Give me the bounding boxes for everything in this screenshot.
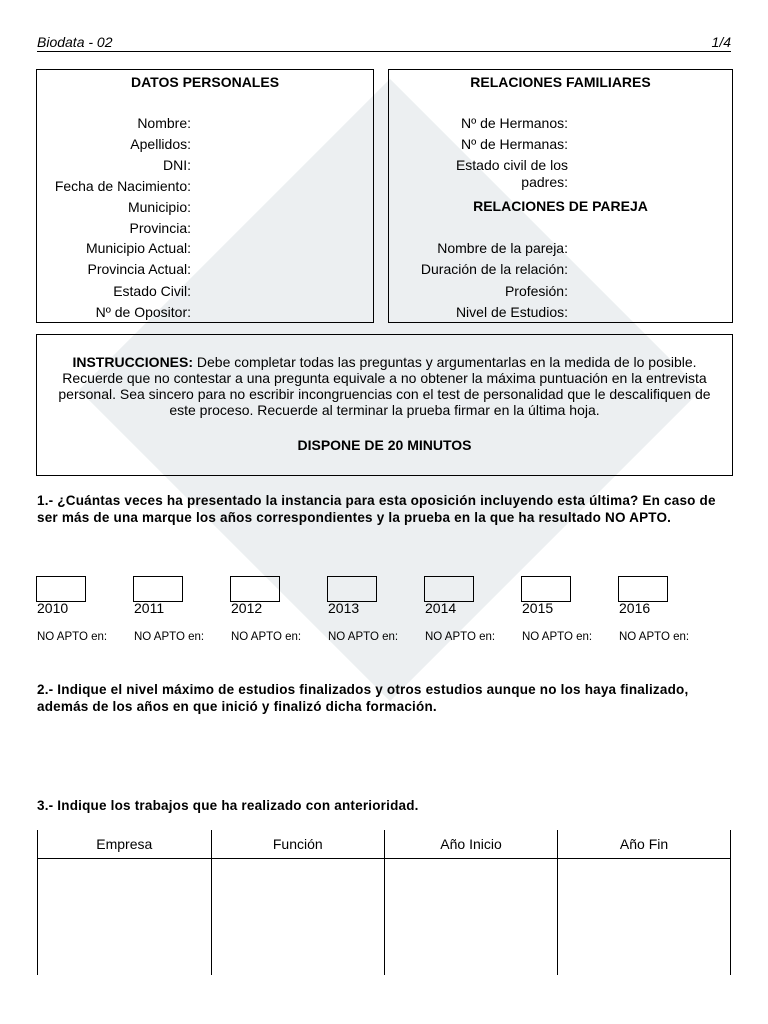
cell-ano-fin[interactable] [558,859,731,976]
field-nombre-label: Nombre: [137,115,191,131]
year-checkbox-2016[interactable] [618,576,668,602]
year-label-2010: 2010 [37,600,69,616]
column-ano-inicio: Año Inicio [384,830,557,859]
instrucciones-label: INSTRUCCIONES: [72,354,194,370]
field-municipio-label: Municipio: [127,199,191,215]
question-1: 1.- ¿Cuántas veces ha presentado la instancia para esta oposición incluyendo esta última? En caso de ser más de una marque los años correspondientes y la prueba en la que ha resultado NO APTO. [37,493,716,525]
year-label-2015: 2015 [522,600,554,616]
cell-ano-inicio[interactable] [384,859,557,976]
year-checkbox-2011[interactable] [133,576,183,602]
year-checkbox-2012[interactable] [230,576,280,602]
field-hermanas-label: Nº de Hermanas: [460,136,568,152]
datos-personales-title: DATOS PERSONALES [130,74,280,90]
column-funcion: Función [211,830,384,859]
page-number: 1/4 [711,34,731,50]
instrucciones-text [37,354,732,418]
relaciones-pareja-title: RELACIONES DE PAREJA [473,198,648,214]
field-estado-civil-padres-label-cont: padres: [521,174,568,190]
no-apto-label-2012: NO APTO en: [231,631,302,643]
header-divider [37,51,731,52]
year-checkbox-2010[interactable] [36,576,86,602]
field-nivel-estudios-label: Nivel de Estudios: [455,304,568,320]
column-ano-fin: Año Fin [558,830,731,859]
field-dni-label: DNI: [163,157,191,173]
field-fecha-nacimiento-label: Fecha de Nacimiento: [54,178,191,194]
year-label-2016: 2016 [619,600,651,616]
cell-empresa[interactable] [38,859,212,976]
field-apellidos-label: Apellidos: [130,136,191,152]
field-municipio-actual-label: Municipio Actual: [85,240,191,256]
column-empresa: Empresa [38,830,212,859]
relaciones-box [388,69,733,323]
no-apto-label-2011: NO APTO en: [134,631,205,643]
instrucciones-box [36,334,733,476]
time-limit-notice: DISPONE DE 20 MINUTOS [297,437,472,453]
no-apto-label-2014: NO APTO en: [425,631,496,643]
year-label-2013: 2013 [328,600,360,616]
field-hermanos-label: Nº de Hermanos: [460,115,568,131]
year-checkbox-2013[interactable] [327,576,377,602]
field-profesion-label: Profesión: [504,283,568,299]
instrucciones-body: Debe completar todas las preguntas y argumentarlas en la medida de lo posible. Recuerde que no contestar a una pregunta equivale a no obtener la máxima puntuación en la entrevista personal. Sea sincero para no escribir incongruencias con el test de personalidad que le descalifiquen de este proceso. Recuerde al terminar la prueba firmar en la última hoja. [58,354,711,418]
no-apto-label-2016: NO APTO en: [619,631,690,643]
no-apto-label-2010: NO APTO en: [37,631,108,643]
datos-personales-box [36,69,374,323]
document-title: Biodata - 02 [37,34,113,50]
field-estado-civil-padres-label: Estado civil de los [455,157,568,173]
year-checkbox-2014[interactable] [424,576,474,602]
field-nombre-pareja-label: Nombre de la pareja: [437,240,568,256]
relaciones-familiares-title: RELACIONES FAMILIARES [470,74,651,90]
jobs-table [37,830,731,975]
cell-funcion[interactable] [211,859,384,976]
field-provincia-label: Provincia: [129,220,191,236]
year-label-2014: 2014 [425,600,457,616]
table-row [38,859,731,976]
field-duracion-relacion-label: Duración de la relación: [420,261,568,277]
field-provincia-actual-label: Provincia Actual: [87,261,191,277]
year-checkbox-2015[interactable] [521,576,571,602]
year-label-2012: 2012 [231,600,263,616]
no-apto-label-2013: NO APTO en: [328,631,399,643]
year-label-2011: 2011 [134,600,165,616]
field-opositor-label: Nº de Opositor: [95,304,191,320]
question-3: 3.- Indique los trabajos que ha realizado con anterioridad. [37,798,419,813]
question-2: 2.- Indique el nivel máximo de estudios finalizados y otros estudios aunque no los haya finalizado, además de los años en que inició y finalizó dicha formación. [37,682,689,714]
table-header-row [38,830,731,859]
field-estado-civil-label: Estado Civil: [113,283,191,299]
no-apto-label-2015: NO APTO en: [522,631,593,643]
